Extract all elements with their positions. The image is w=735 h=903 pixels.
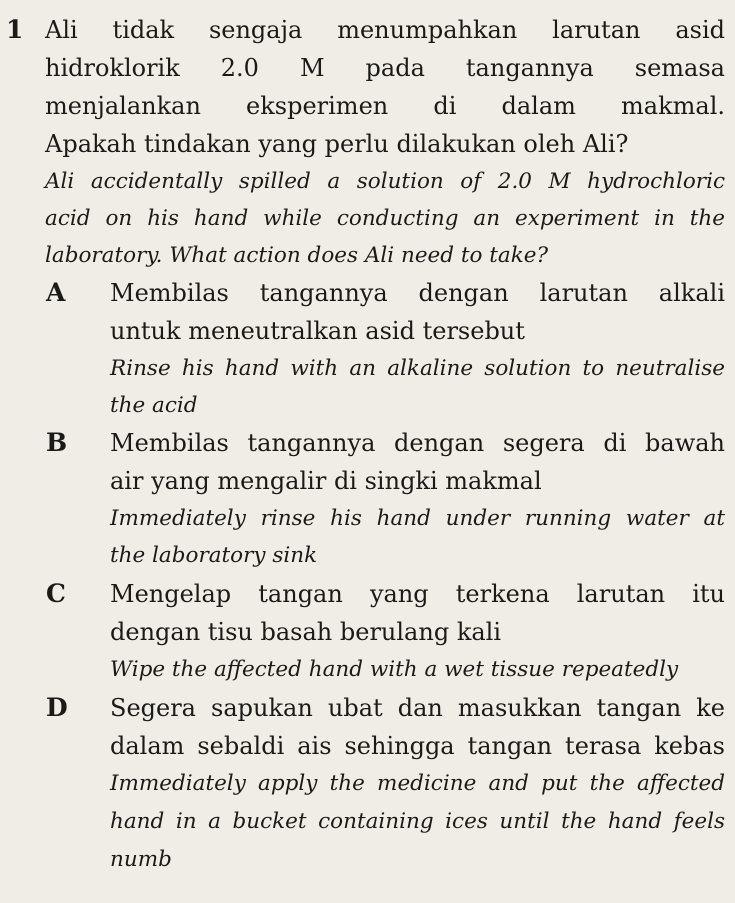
option-malay-line: Mengelap tangan yang terkena larutan itu — [110, 580, 725, 608]
option-english-line: the acid — [110, 393, 198, 418]
option-english-line: Wipe the affected hand with a wet tissue repeatedly — [110, 657, 679, 682]
option-malay-line: dalam sebaldi ais sehingga tangan terasa kebas — [110, 732, 725, 760]
option-letter: B — [46, 428, 68, 457]
option-malay-line: Membilas tangannya dengan segera di bawah — [110, 429, 725, 457]
option-malay-line: untuk meneutralkan asid tersebut — [110, 317, 525, 345]
question-english-line: laboratory. What action does Ali need to take? — [45, 243, 549, 268]
option-malay-line: dengan tisu basah berulang kali — [110, 618, 502, 646]
question-english-line: acid on his hand while conducting an experiment in the — [45, 206, 725, 231]
option-malay-line: Segera sapukan ubat dan masukkan tangan ke — [110, 694, 725, 722]
question-number: 1 — [6, 15, 24, 44]
question-malay-line: menjalankan eksperimen di dalam makmal. — [45, 92, 725, 120]
option-english-line: the laboratory sink — [110, 543, 318, 568]
option-malay-line: Membilas tangannya dengan larutan alkali — [110, 279, 725, 307]
question-malay-line: Apakah tindakan yang perlu dilakukan oleh Ali? — [45, 130, 629, 158]
option-english-line: Immediately rinse his hand under running water at — [110, 506, 725, 531]
question-malay-line: Ali tidak sengaja menumpahkan larutan asid — [45, 16, 725, 44]
option-letter: C — [46, 579, 66, 608]
option-malay-line: air yang mengalir di singki makmal — [110, 467, 542, 495]
option-english-line: hand in a bucket containing ices until the hand feels — [110, 809, 725, 834]
question-english-line: Ali accidentally spilled a solution of 2.0 M hydrochloric — [45, 169, 725, 194]
option-english-line: Immediately apply the medicine and put the affected — [110, 771, 725, 796]
question-malay-line: hidroklorik 2.0 M pada tangannya semasa — [45, 54, 725, 82]
option-letter: A — [46, 278, 66, 307]
option-english-line: Rinse his hand with an alkaline solution to neutralise — [110, 356, 725, 381]
option-letter: D — [46, 693, 68, 722]
option-english-line: numb — [110, 847, 172, 872]
